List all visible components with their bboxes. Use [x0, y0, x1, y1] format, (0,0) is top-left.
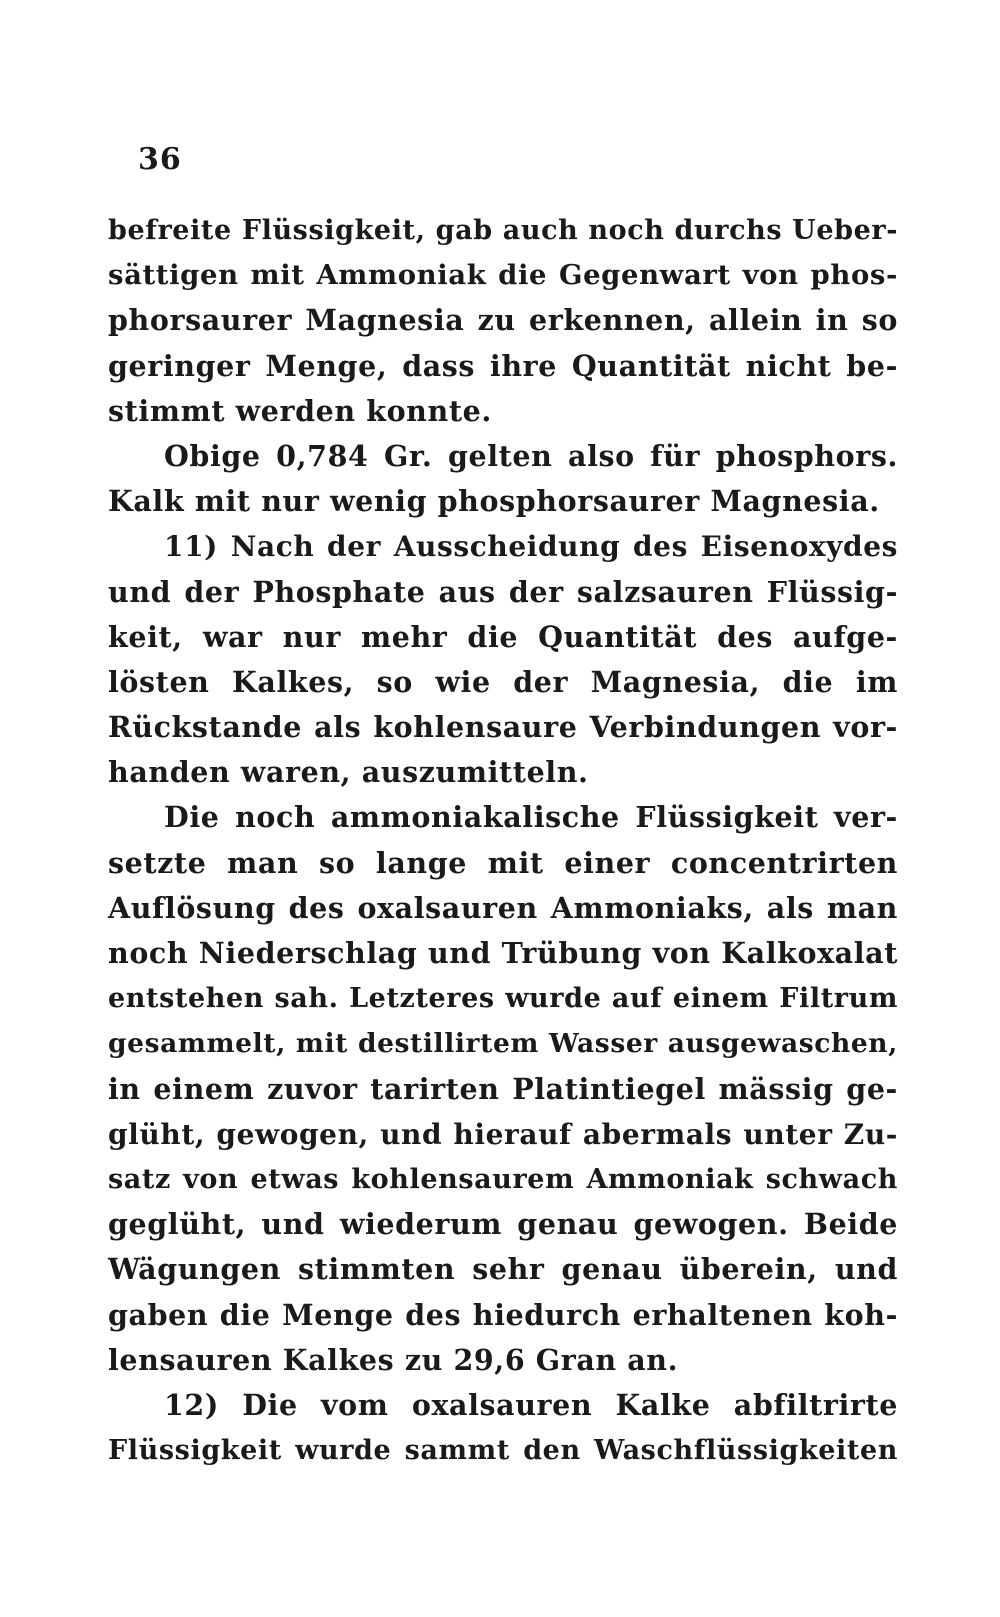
text-line: glüht, gewogen, und hierauf abermals unter Zu- [108, 1117, 898, 1151]
text-line: Rückstande als kohlensaure Verbindungen vor- [108, 710, 898, 745]
text-line: Wägungen stimmten sehr genau überein, und [108, 1252, 898, 1287]
text-line: befreite Flüssigkeit, gab auch noch durchs Ueber- [108, 215, 898, 246]
text-line: geglüht, und wiederum genau gewogen. Beide [108, 1207, 898, 1242]
text-line: Die noch ammoniakalische Flüssigkeit ver- [164, 800, 898, 835]
body-text [108, 208, 898, 1473]
text-line: satz von etwas kohlensaurem Ammoniak schwach [108, 1163, 898, 1195]
text-line: phorsaurer Magnesia zu erkennen, allein in so [108, 303, 898, 338]
text-line: Kalk mit nur wenig phosphorsaurer Magnesia. [108, 484, 880, 519]
text-line: in einem zuvor tarirten Platintiegel mässig ge- [108, 1071, 898, 1106]
text-line: lösten Kalkes, so wie der Magnesia, die im [108, 664, 898, 699]
page-number: 36 [138, 142, 182, 177]
text-line: sättigen mit Ammoniak die Gegenwart von phos- [108, 259, 898, 292]
text-line: 12) Die vom oxalsauren Kalke abfiltrirte [164, 1387, 898, 1422]
text-line: gaben die Menge des hiedurch erhaltenen koh- [108, 1297, 898, 1332]
text-line: 11) Nach der Ausscheidung des Eisenoxydes [164, 530, 898, 564]
text-line: geringer Menge, dass ihre Quantität nicht be- [108, 348, 898, 383]
text-line: Auflösung des oxalsauren Ammoniaks, als man [108, 890, 898, 925]
text-line: setzte man so lange mit einer concentrirten [108, 845, 898, 880]
text-line: lensauren Kalkes zu 29,6 Gran an. [108, 1342, 679, 1377]
text-line: gesammelt, mit destillirtem Wasser ausgewaschen, [108, 1028, 898, 1060]
text-line: stimmt werden konnte. [108, 393, 492, 428]
text-line: handen waren, auszumitteln. [108, 755, 589, 790]
text-line: keit, war nur mehr die Quantität des aufge- [108, 619, 898, 654]
text-line: Flüssigkeit wurde sammt den Waschflüssigkeiten [108, 1435, 898, 1467]
text-line: Obige 0,784 Gr. gelten also für phosphors. [164, 438, 898, 473]
text-line: entstehen sah. Letzteres wurde auf einem Filtrum [108, 983, 898, 1015]
text-line: noch Niederschlag und Trübung von Kalkoxalat [108, 936, 898, 970]
text-line: und der Phosphate aus der salzsauren Flüssig- [108, 574, 898, 609]
